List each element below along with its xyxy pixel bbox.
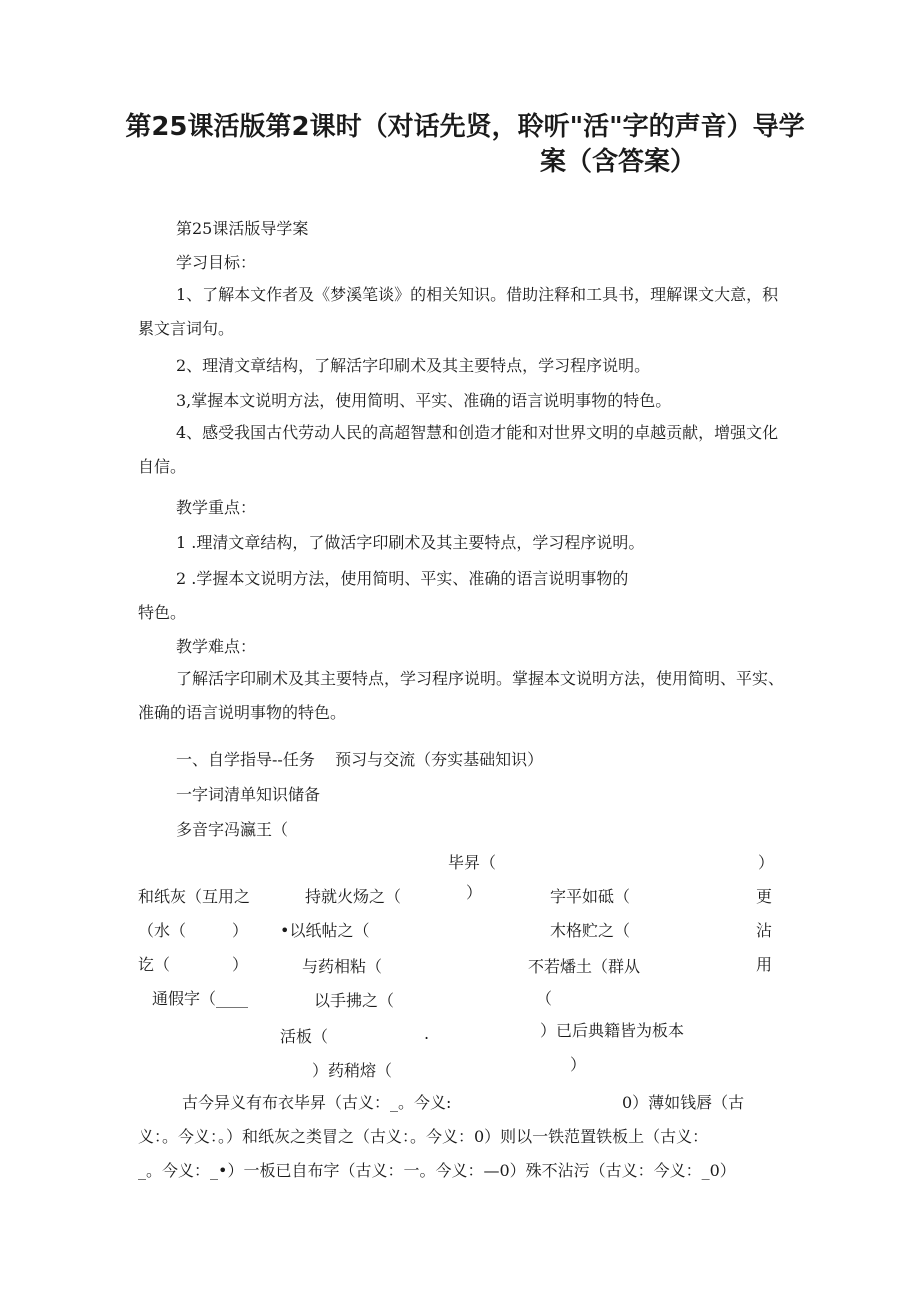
vocab-bisheng: 毕昇（ <box>448 853 497 872</box>
key-points-heading: 教学重点： <box>176 498 257 517</box>
ancient-modern-line2: 义：。今义：。）和纸灰之类冒之（古义：。今义：0）则以一铁范置铁板上（古义： <box>138 1127 709 1146</box>
vocab-item: 与药相粘（ <box>302 957 383 976</box>
vocab-item: ） <box>570 1055 587 1074</box>
vocab-item: 更 <box>756 887 773 906</box>
ancient-modern-line1b: 0）薄如钱唇（古 <box>622 1093 745 1112</box>
goal-item-3: 3,掌握本文说明方法，使用简明、平实、准确的语言说明事物的特色。 <box>176 391 672 410</box>
tongjiazi-label: 通假字（____ <box>152 989 249 1008</box>
vocab-item: •以纸帖之（ <box>280 921 370 940</box>
ancient-modern-line3: _。今义：_•）一板已自布字（古义：一。今义：—0）殊不沾污（古义：今义：_0） <box>138 1161 736 1180</box>
section1-subheading: 一字词清单知识储备 <box>176 785 321 804</box>
ancient-modern-line1a: 古今异义有布衣毕昇（古义：_。今义: <box>182 1093 452 1112</box>
vocab-item: ） <box>466 883 483 902</box>
vocab-item: 沾 <box>756 921 773 940</box>
vocab-item: ） <box>232 921 249 940</box>
difficulties-text: 了解活字印刷术及其主要特点，学习程序说明。掌握本文说明方法，使用简明、平实、准确的语言说明事物的特色。 <box>138 669 785 722</box>
goal-item-4: 4、感受我国古代劳动人民的高超智慧和创造才能和对世界文明的卓越贡献，增强文化自信。 <box>138 423 779 476</box>
vocab-item: 持就火炀之（ <box>305 887 402 906</box>
goal-item-1: 1、了解本文作者及《梦溪笔谈》的相关知识。借助注释和工具书，理解课文大意，积累文言词句。 <box>138 285 779 338</box>
vocab-item: 活板（ <box>280 1027 329 1046</box>
vocab-item: 木格贮之（ <box>550 921 631 940</box>
key-point-1: 1 .理清文章结构，了做活字印刷术及其主要特点，学习程序说明。 <box>176 533 645 552</box>
vocab-bracket-close: ） <box>758 853 775 872</box>
vocab-item: 用 <box>756 955 773 974</box>
vocab-item: （水（ <box>138 921 187 940</box>
vocab-item: 不若燔土（群从 <box>528 957 641 976</box>
vocab-item: 以手拂之（ <box>314 991 395 1010</box>
document-title-line1: 第25课活版第2课时（对话先贤，聆听"活"字的声音）导学 <box>125 112 805 142</box>
vocab-item: 和纸灰（互用之 <box>138 887 251 906</box>
vocab-item: ）已后典籍皆为板本 <box>540 1021 685 1040</box>
goals-heading: 学习目标： <box>176 253 257 272</box>
document-title-line2: 案（含答案） <box>540 147 697 177</box>
key-point-2-continued: 特色。 <box>138 603 187 622</box>
key-point-2: 2 .学握本文说明方法，使用简明、平实、准确的语言说明事物的 <box>176 569 629 588</box>
lesson-subtitle: 第25课活版导学案 <box>176 219 309 238</box>
vocab-item: ） <box>232 955 249 974</box>
vocab-item: . <box>424 1024 430 1043</box>
difficulties-heading: 教学难点： <box>176 637 257 656</box>
section1-heading: 一、自学指导--任务 预习与交流（夯实基础知识） <box>176 750 544 769</box>
vocab-item: （ <box>536 989 553 1008</box>
vocab-item: 讫（ <box>138 955 171 974</box>
goal-item-2: 2、理清文章结构，了解活字印刷术及其主要特点，学习程序说明。 <box>176 356 651 375</box>
vocab-item: ）药稍熔（ <box>312 1061 393 1080</box>
vocab-item: 字平如砥（ <box>550 887 631 906</box>
polyphone-label: 多音字冯瀛王（ <box>176 820 289 839</box>
